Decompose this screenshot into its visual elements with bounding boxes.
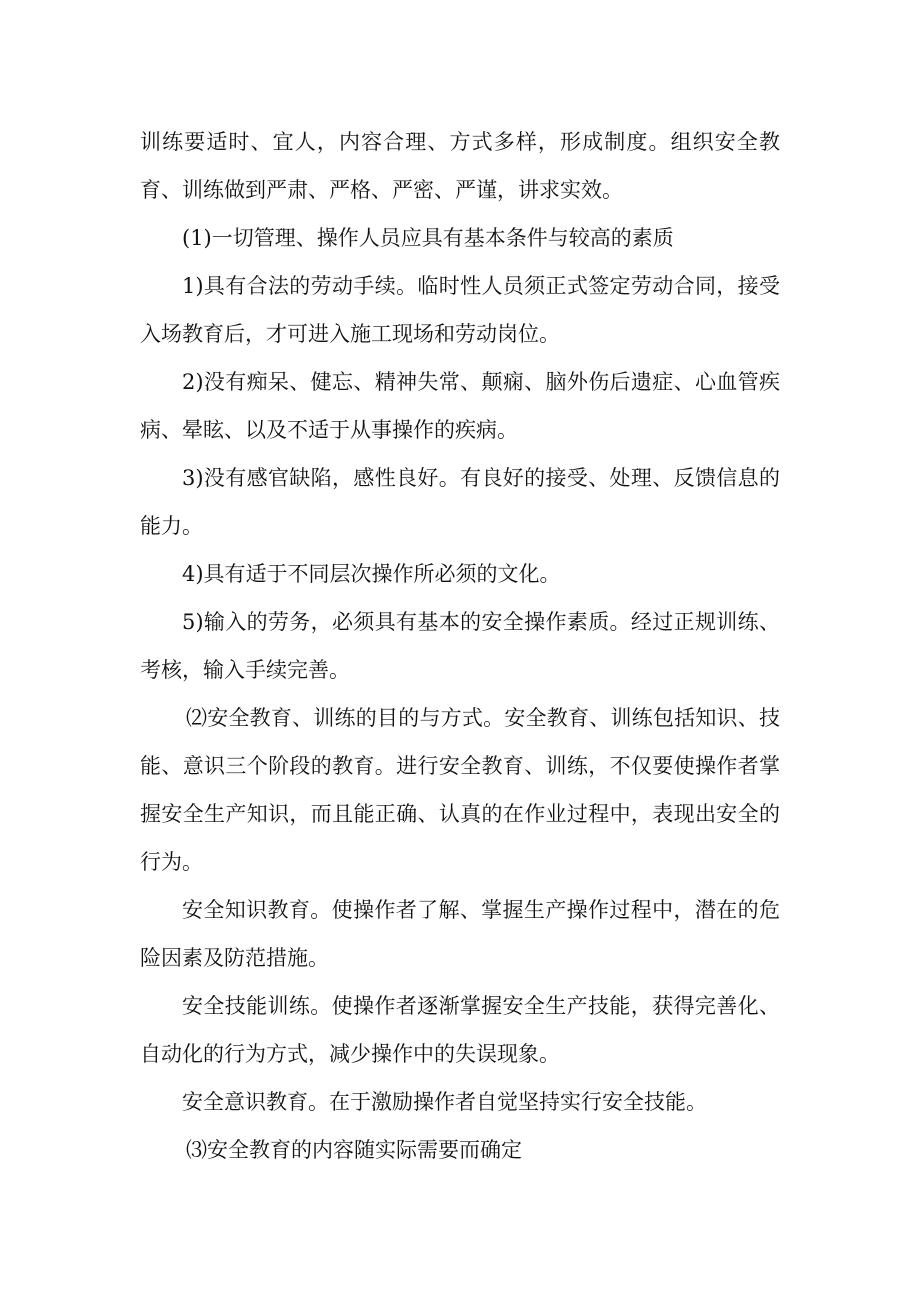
paragraph-awareness-education: 安全意识教育。在于激励操作者自觉坚持实行安全技能。: [182, 1090, 707, 1114]
section-3-heading: ⑶安全教育的内容随实际需要而确定: [186, 1138, 522, 1162]
document-body: [140, 118, 780, 1174]
paragraph-training-requirements: 训练要适时、宜人，内容合理、方式多样，形成制度。组织安全教育、训练做到严肃、严格、严密、严谨，讲求实效。: [140, 130, 780, 202]
list-item-1: 1)具有合法的劳动手续。临时性人员须正式签定劳动合同，接受入场教育后，才可进入施工现场和劳动岗位。: [140, 274, 780, 346]
list-item-4: 4)具有适于不同层次操作所必须的文化。: [182, 562, 561, 586]
paragraph-knowledge-education: 安全知识教育。使操作者了解、掌握生产操作过程中，潜在的危险因素及防范措施。: [140, 898, 780, 970]
list-item-2: 2)没有痴呆、健忘、精神失常、颠痫、脑外伤后遗症、心血管疾病、晕眩、以及不适于从事操作的疾病。: [140, 370, 780, 442]
section-2-paragraph: ⑵安全教育、训练的目的与方式。安全教育、训练包括知识、技能、意识三个阶段的教育。进行安全教育、训练，不仅要使操作者掌握安全生产知识，而且能正确、认真的在作业过程中，表现出安全的行为。: [140, 706, 780, 874]
section-1-heading: (1)一切管理、操作人员应具有基本条件与较高的素质: [182, 226, 674, 250]
list-item-5: 5)输入的劳务，必须具有基本的安全操作素质。经过正规训练、考核，输入手续完善。: [140, 610, 780, 682]
paragraph-skill-training: 安全技能训练。使操作者逐渐掌握安全生产技能，获得完善化、自动化的行为方式，减少操作中的失误现象。: [140, 994, 780, 1066]
list-item-3: 3)没有感官缺陷，感性良好。有良好的接受、处理、反馈信息的能力。: [140, 466, 780, 538]
